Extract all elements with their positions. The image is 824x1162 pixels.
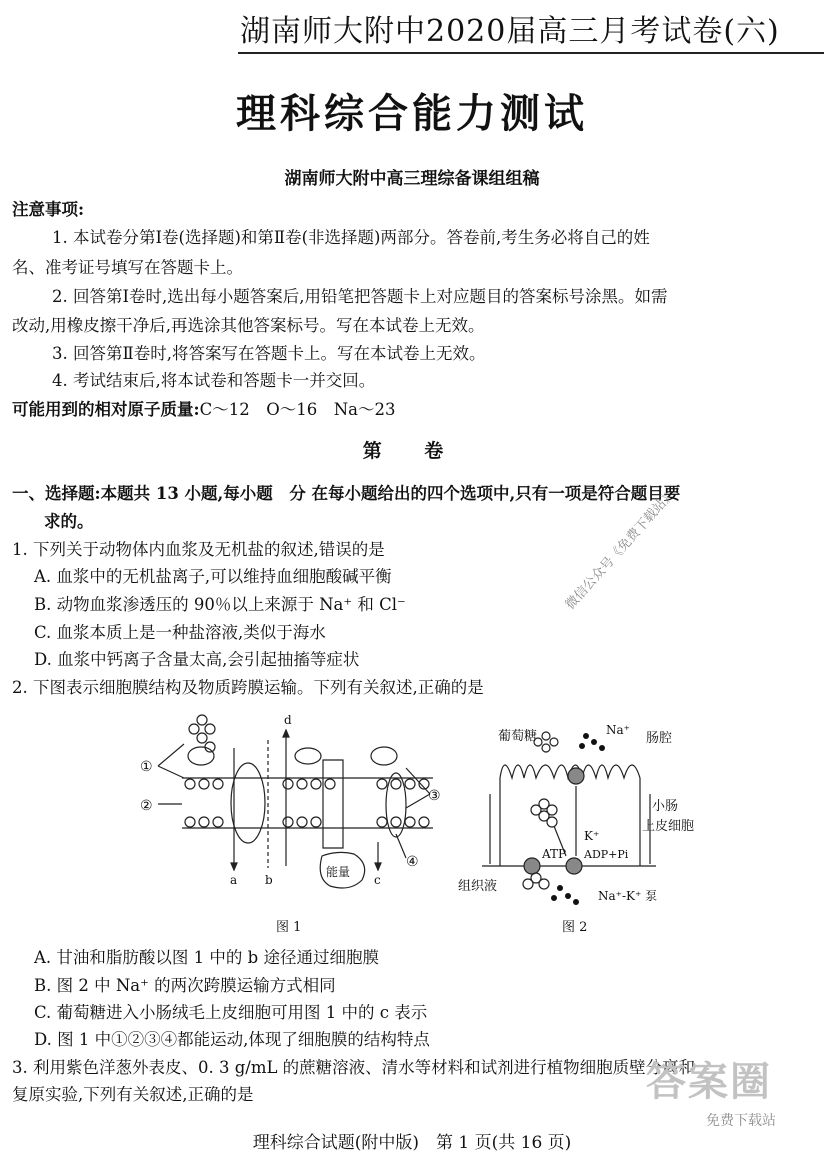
- notice-item: 4. 考试结束后,将本试卷和答题卡一并交回。: [52, 371, 376, 390]
- question-2-option-d: D. 图 1 中①②③④都能运动,体现了细胞膜的结构特点: [34, 1030, 430, 1049]
- notice-heading: 注意事项:: [12, 200, 85, 219]
- protein-1: [188, 747, 214, 765]
- label-energy: 能量: [326, 865, 351, 879]
- label-circled-2: ②: [140, 798, 153, 814]
- lipid-heads-top: [185, 779, 429, 789]
- question-1-stem: 1. 下列关于动物体内血浆及无机盐的叙述,错误的是: [12, 540, 385, 559]
- notice-item: 2. 回答第Ⅰ卷时,选出每小题答案后,用铅笔把答题卡上对应题目的答案标号涂黑。如需: [52, 287, 668, 306]
- question-3-stem: 3. 利用紫色洋葱外表皮、0. 3 g/mL 的蔗糖溶液、清水等材料和试剂进行植物细胞质壁分离和: [12, 1058, 696, 1077]
- question-3-stem-cont: 复原实验,下列有关叙述,正确的是: [12, 1085, 254, 1104]
- header-rule: [238, 52, 824, 54]
- atomic-mass-values: C～12 O～16 Na～23: [199, 400, 396, 419]
- nak-pump: [566, 858, 582, 874]
- paper-title: 理科综合能力测试: [236, 90, 588, 137]
- page-footer: 理科综合试题(附中版) 第 1 页(共 16 页): [252, 1133, 572, 1153]
- label-circled-3: ③: [428, 788, 441, 804]
- label-adp-pi: ADP+Pi: [584, 848, 629, 861]
- label-k-ion: K⁺: [584, 829, 600, 843]
- label-path-d: d: [284, 713, 292, 727]
- notice-item: 改动,用橡皮擦干净后,再选涂其他答案标号。写在本试卷上无效。: [12, 316, 485, 335]
- label-intestinal-lumen: 肠腔: [646, 731, 673, 746]
- glucose-exit-carrier: [524, 858, 540, 874]
- figure-2-caption: 图 2: [562, 920, 588, 935]
- atomic-mass-label: 可能用到的相对原子质量:: [12, 400, 200, 419]
- label-epithelial-cell: 上皮细胞: [642, 819, 695, 834]
- question-1-option-d: D. 血浆中钙离子含量太高,会引起抽搐等症状: [34, 650, 360, 669]
- notice-item: 1. 本试卷分第Ⅰ卷(选择题)和第Ⅱ卷(非选择题)两部分。答卷前,考生务必将自己的姓: [52, 228, 650, 247]
- question-1-option-b: B. 动物血浆渗透压的 90％以上来源于 Na⁺ 和 Cl⁻: [34, 595, 406, 614]
- label-nak-pump: Na⁺-K⁺ 泵: [598, 889, 658, 903]
- question-2-stem: 2. 下图表示细胞膜结构及物质跨膜运输。下列有关叙述,正确的是: [12, 678, 484, 697]
- diagonal-watermark: 微信公众号《免费下载站》: [562, 486, 679, 613]
- lipid-heads-bottom: [185, 817, 429, 827]
- exam-header: 湖南师大附中2020届高三月考试卷(六): [240, 14, 780, 49]
- label-atp: ATP: [542, 847, 567, 861]
- label-circled-1: ①: [140, 759, 153, 775]
- stamp-watermark: 答案圈: [646, 1058, 772, 1105]
- figure-1-membrane-diagram: [138, 708, 441, 913]
- corner-watermark: 免费下载站: [706, 1113, 776, 1129]
- question-2-option-b: B. 图 2 中 Na⁺ 的两次跨膜运输方式相同: [34, 976, 336, 995]
- label-path-b: b: [265, 873, 273, 887]
- figure-2-intestinal-cell-diagram: [456, 716, 716, 916]
- notice-item: 3. 回答第Ⅱ卷时,将答案写在答题卡上。写在本试卷上无效。: [52, 344, 486, 363]
- question-1-option-a: A. 血浆中的无机盐离子,可以维持血细胞酸碱平衡: [34, 567, 392, 586]
- figure-1-caption: 图 1: [276, 920, 302, 935]
- question-2-option-c: C. 葡萄糖进入小肠绒毛上皮细胞可用图 1 中的 c 表示: [34, 1003, 428, 1022]
- glucose-carrier: [568, 768, 584, 784]
- paper-organizer: 湖南师大附中高三理综备课组组稿: [284, 169, 540, 189]
- channel-protein: [323, 760, 343, 848]
- transmembrane-protein: [231, 763, 265, 843]
- label-path-a: a: [230, 873, 238, 887]
- label-na-ion: Na⁺: [606, 723, 630, 737]
- notice-item: 名、准考证号填写在答题卡上。: [12, 258, 243, 277]
- part1-instructions: 一、选择题:本题共 13 小题,每小题 分 在每小题给出的四个选项中,只有一项是符合题目要: [12, 484, 681, 503]
- label-tissue-fluid: 组织液: [458, 879, 498, 894]
- protein-2: [295, 748, 321, 764]
- atomic-mass-line: [12, 396, 396, 420]
- question-1-option-c: C. 血浆本质上是一种盐溶液,类似于海水: [34, 623, 326, 642]
- section-title: 第 卷: [362, 440, 462, 462]
- question-2-option-a: A. 甘油和脂肪酸以图 1 中的 b 途径通过细胞膜: [34, 948, 379, 967]
- label-small-intestine: 小肠: [652, 799, 679, 814]
- label-path-c: c: [374, 873, 381, 887]
- label-circled-4: ④: [406, 854, 419, 870]
- protein-3: [371, 747, 397, 765]
- label-glucose: 葡萄糖: [498, 729, 538, 744]
- part1-instructions-cont: 求的。: [44, 512, 94, 531]
